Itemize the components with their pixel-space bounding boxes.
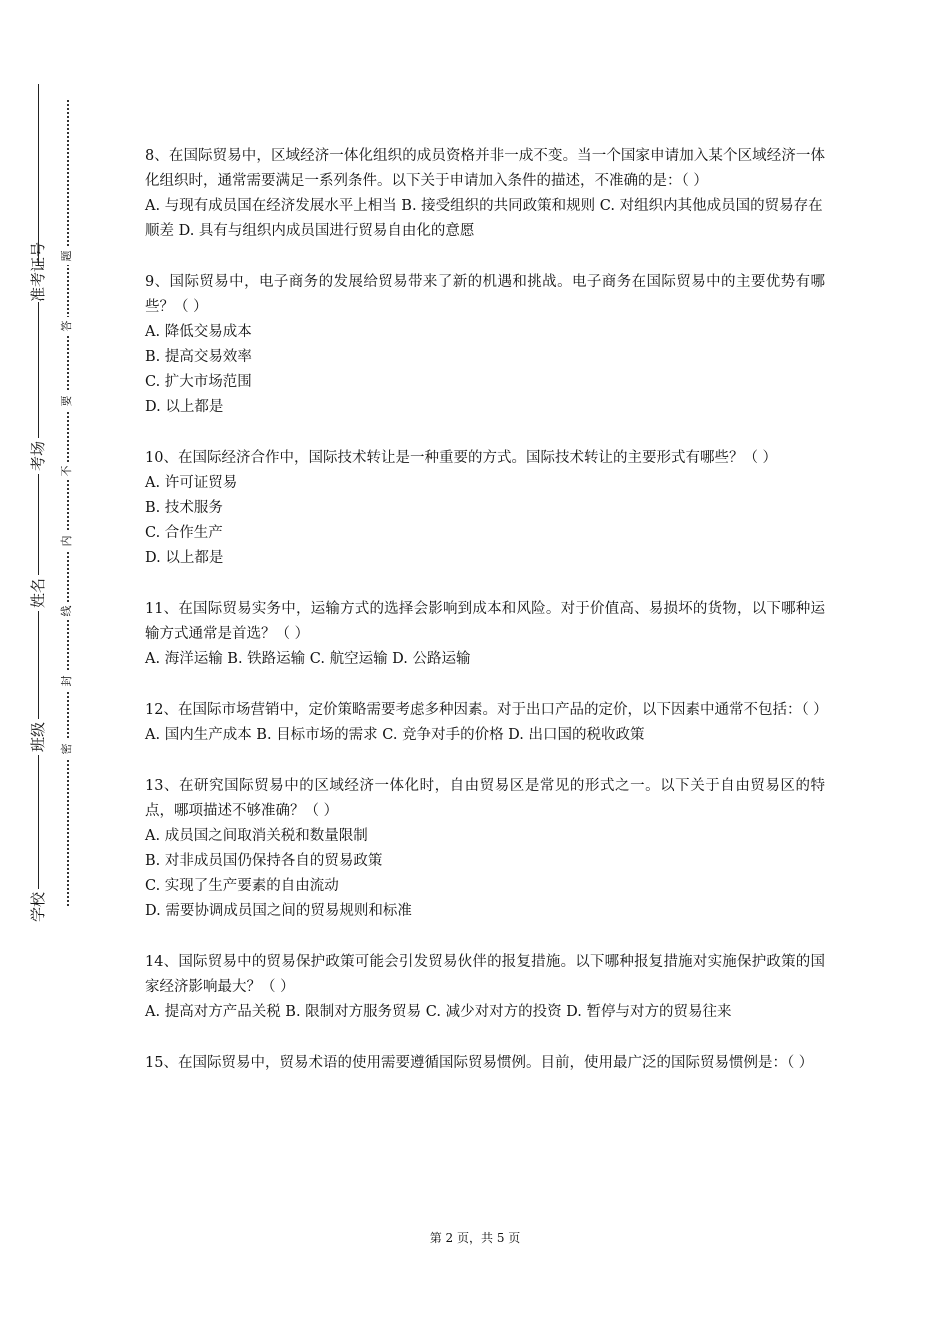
option-c: C. 实现了生产要素的自由流动 [145, 878, 339, 894]
binding-margin [0, 0, 130, 1344]
question-text: 11、在国际贸易实务中，运输方式的选择会影响到成本和风险。对于价值高、易损坏的货物，以下哪种运输方式通常是首选？（ ） [145, 601, 825, 642]
seal-char: 线 [59, 602, 75, 620]
binding-label-ticket-number: 准考证号 [29, 241, 47, 302]
seal-char: 不 [59, 462, 75, 480]
option-a: A. 降低交易成本 [145, 324, 252, 340]
question-10 [145, 446, 825, 571]
seal-char: 封 [59, 672, 75, 690]
binding-label-class: 班级 [28, 719, 48, 755]
question-text: 9、国际贸易中，电子商务的发展给贸易带来了新的机遇和挑战。电子商务在国际贸易中的主要优势有哪些？（ ） [145, 274, 825, 315]
question-text: 8、在国际贸易中，区域经济一体化组织的成员资格并非一成不变。当一个国家申请加入某个区域经济一体化组织时，通常需要满足一系列条件。以下关于申请加入条件的描述，不准确的是：（ ） [145, 148, 825, 189]
binding-label-name: 姓名 [28, 575, 48, 611]
question-12 [145, 698, 828, 748]
option-d: D. 需要协调成员国之间的贸易规则和标准 [145, 903, 412, 919]
question-11 [145, 597, 825, 672]
seal-char: 要 [59, 392, 75, 410]
seal-char: 内 [59, 532, 75, 550]
seal-dotted-line [67, 100, 69, 906]
question-text: 10、在国际经济合作中，国际技术转让是一种重要的方式。国际技术转让的主要形式有哪些？（ ） [145, 450, 778, 466]
question-13 [145, 774, 825, 924]
option-c: C. 合作生产 [145, 525, 223, 541]
option-b: B. 技术服务 [145, 500, 223, 516]
question-14 [145, 950, 825, 1025]
question-9 [145, 270, 825, 420]
question-text: 15、在国际贸易中，贸易术语的使用需要遵循国际贸易惯例。目前，使用最广泛的国际贸易惯例是：（ ） [145, 1055, 814, 1071]
option-line: A. 提高对方产品关税 B. 限制对方服务贸易 C. 减少对对方的投资 D. 暂停与对方的贸易往来 [145, 1004, 732, 1020]
seal-char: 题 [59, 247, 75, 265]
option-line: A. 国内生产成本 B. 目标市场的需求 C. 竞争对手的价格 D. 出口国的税收政策 [145, 727, 645, 743]
binding-label-exam-room: 考场 [28, 438, 48, 474]
seal-char: 答 [59, 317, 75, 335]
binding-label-school: 学校 [28, 889, 48, 925]
question-text: 12、在国际市场营销中，定价策略需要考虑多种因素。对于出口产品的定价，以下因素中通常不包括：（ ） [145, 702, 828, 718]
seal-char: 密 [59, 740, 75, 758]
question-15 [145, 1051, 825, 1076]
question-8 [145, 144, 825, 244]
question-list [145, 144, 828, 1102]
option-d: D. 以上都是 [145, 399, 224, 415]
option-line: A. 与现有成员国在经济发展水平上相当 B. 接受组织的共同政策和规则 C. 对组织内其他成员国的贸易存在顺差 D. 具有与组织内成员国进行贸易自由化的意愿 [145, 198, 823, 239]
option-b: B. 对非成员国仍保持各自的贸易政策 [145, 853, 383, 869]
page-footer: 第 2 页，共 5 页 [429, 1231, 521, 1245]
question-text: 14、国际贸易中的贸易保护政策可能会引发贸易伙伴的报复措施。以下哪种报复措施对实施保护政策的国家经济影响最大？（ ） [145, 954, 825, 995]
question-text: 13、在研究国际贸易中的区域经济一体化时，自由贸易区是常见的形式之一。以下关于自由贸易区的特点，哪项描述不够准确？（ ） [145, 778, 825, 819]
option-c: C. 扩大市场范围 [145, 374, 252, 390]
binding-solid-line [38, 84, 39, 904]
option-b: B. 提高交易效率 [145, 349, 252, 365]
option-a: A. 成员国之间取消关税和数量限制 [145, 828, 368, 844]
option-line: A. 海洋运输 B. 铁路运输 C. 航空运输 D. 公路运输 [145, 651, 471, 667]
option-a: A. 许可证贸易 [145, 475, 238, 491]
option-d: D. 以上都是 [145, 550, 224, 566]
